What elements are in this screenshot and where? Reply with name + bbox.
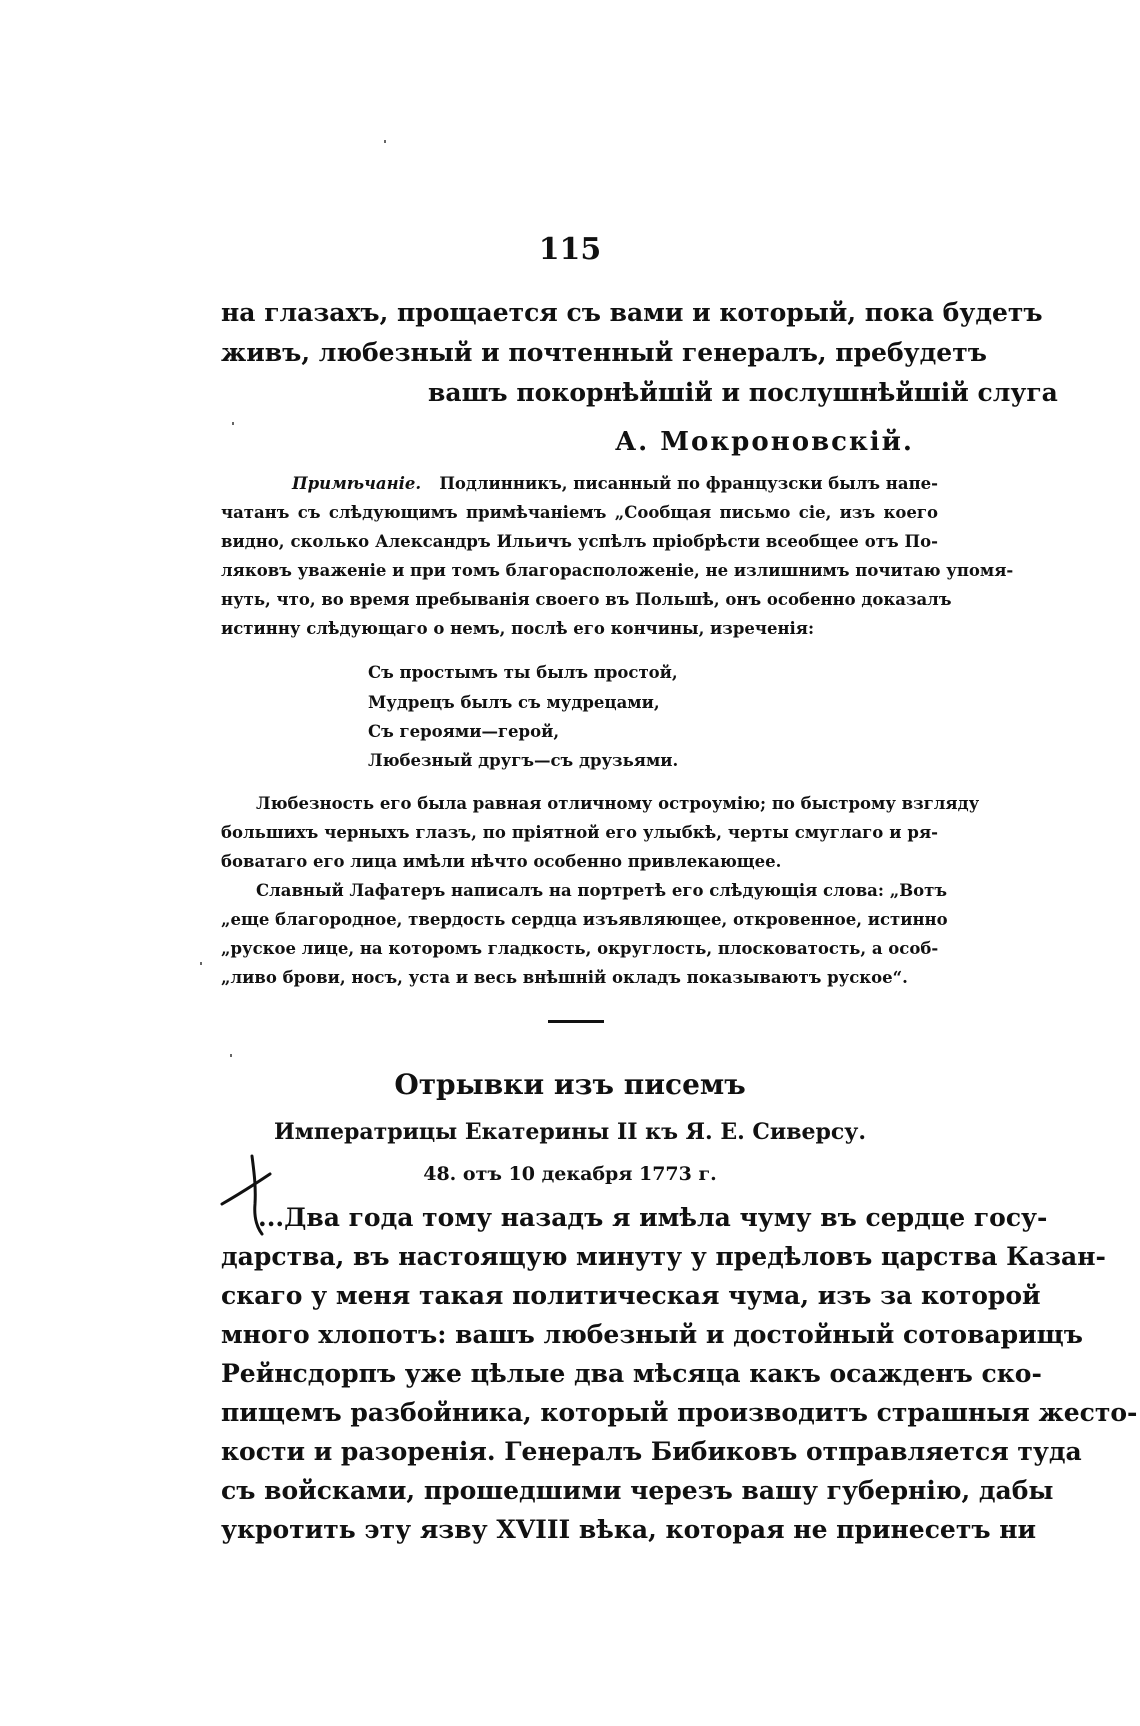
note-first-line — [292, 474, 938, 493]
scan-speck — [200, 962, 202, 965]
letter-body-line: скаго у меня такая политическая чума, изъ за которой — [221, 1281, 1041, 1310]
section-title: Отрывки изъ писемъ — [394, 1068, 746, 1101]
paragraph-line: „ливо брови, носъ, уста и весь внѣшній окладъ показываютъ руское“. — [221, 968, 908, 987]
note-first-line-text: Подлинникъ, писанный по французски былъ напе- — [439, 474, 938, 493]
verse-line: Съ героями—герой, — [368, 722, 560, 741]
note-line: видно, сколько Александръ Ильичъ успѣлъ пріобрѣсти всеобщее отъ По- — [221, 532, 938, 551]
letter-body-line: съ войсками, прошедшими черезъ вашу губернію, дабы — [221, 1476, 1054, 1505]
scan-speck — [232, 422, 234, 425]
paragraph-line: большихъ черныхъ глазъ, по пріятной его улыбкѣ, черты смуглаго и ря- — [221, 823, 938, 842]
verse-line: Любезный другъ—съ друзьями. — [368, 751, 679, 770]
letter-date: 48. отъ 10 декабря 1773 г. — [423, 1163, 717, 1185]
note-line: истинну слѣдующаго о немъ, послѣ его кончины, изреченія: — [221, 619, 815, 638]
verse-line: Мудрецъ былъ съ мудрецами, — [368, 693, 660, 712]
verse-line: Съ простымъ ты былъ простой, — [368, 663, 678, 682]
section-divider — [548, 1020, 604, 1023]
note-line: чатанъ съ слѣдующимъ примѣчаніемъ „Сообщая письмо сіе, изъ коего — [221, 503, 938, 522]
note-line: ляковъ уваженіе и при томъ благорасположеніе, не излишнимъ почитаю упомя- — [221, 561, 1014, 580]
paragraph-line: Славный Лафатеръ написалъ на портретѣ его слѣдующія слова: „Вотъ — [256, 881, 948, 900]
letter-body-line: кости и разоренія. Генералъ Бибиковъ отправляется туда — [221, 1437, 1082, 1466]
letter-body-line: укротить эту язву XVIII вѣка, которая не принесетъ ни — [221, 1515, 1037, 1544]
signature: А. Мокроновскій. — [615, 427, 914, 457]
page-number: 115 — [538, 232, 602, 267]
scan-speck — [384, 140, 386, 143]
note-label: Примѣчаніе. — [292, 474, 422, 493]
section-subtitle: Императрицы Екатерины II къ Я. Е. Сиверсу. — [273, 1119, 867, 1145]
note-line: нуть, что, во время пребыванія своего въ Польшѣ, онъ особенно доказалъ — [221, 590, 952, 609]
letter-body-line: дарства, въ настоящую минуту у предѣловъ царства Казан- — [221, 1242, 1106, 1271]
letter-body-line: ...Два года тому назадъ я имѣла чуму въ сердце госу- — [258, 1203, 1048, 1232]
letter-body-line: пищемъ разбойника, который производитъ страшныя жесто- — [221, 1398, 1138, 1427]
letter-line: живъ, любезный и почтенный генералъ, пребудетъ — [221, 338, 987, 367]
letter-closing: вашъ покорнѣйшій и послушнѣйшій слуга — [428, 378, 1058, 407]
paragraph-line: боватаго его лица имѣли нѣчто особенно привлекающее. — [221, 852, 782, 871]
scan-speck — [230, 1054, 232, 1057]
paragraph-line: Любезность его была равная отличному остроумію; по быстрому взгляду — [256, 794, 980, 813]
letter-line: на глазахъ, прощается съ вами и который, пока будетъ — [221, 298, 1043, 327]
letter-body-line: Рейнсдорпъ уже цѣлые два мѣсяца какъ осажденъ ско- — [221, 1359, 1042, 1388]
paragraph-line: „еще благородное, твердость сердца изъявляющее, откровенное, истинно — [221, 910, 948, 929]
paragraph-line: „руское лице, на которомъ гладкость, округлость, плосковатость, а особ- — [221, 939, 939, 958]
letter-body-line: много хлопотъ: вашъ любезный и достойный сотоварищъ — [221, 1320, 1083, 1349]
